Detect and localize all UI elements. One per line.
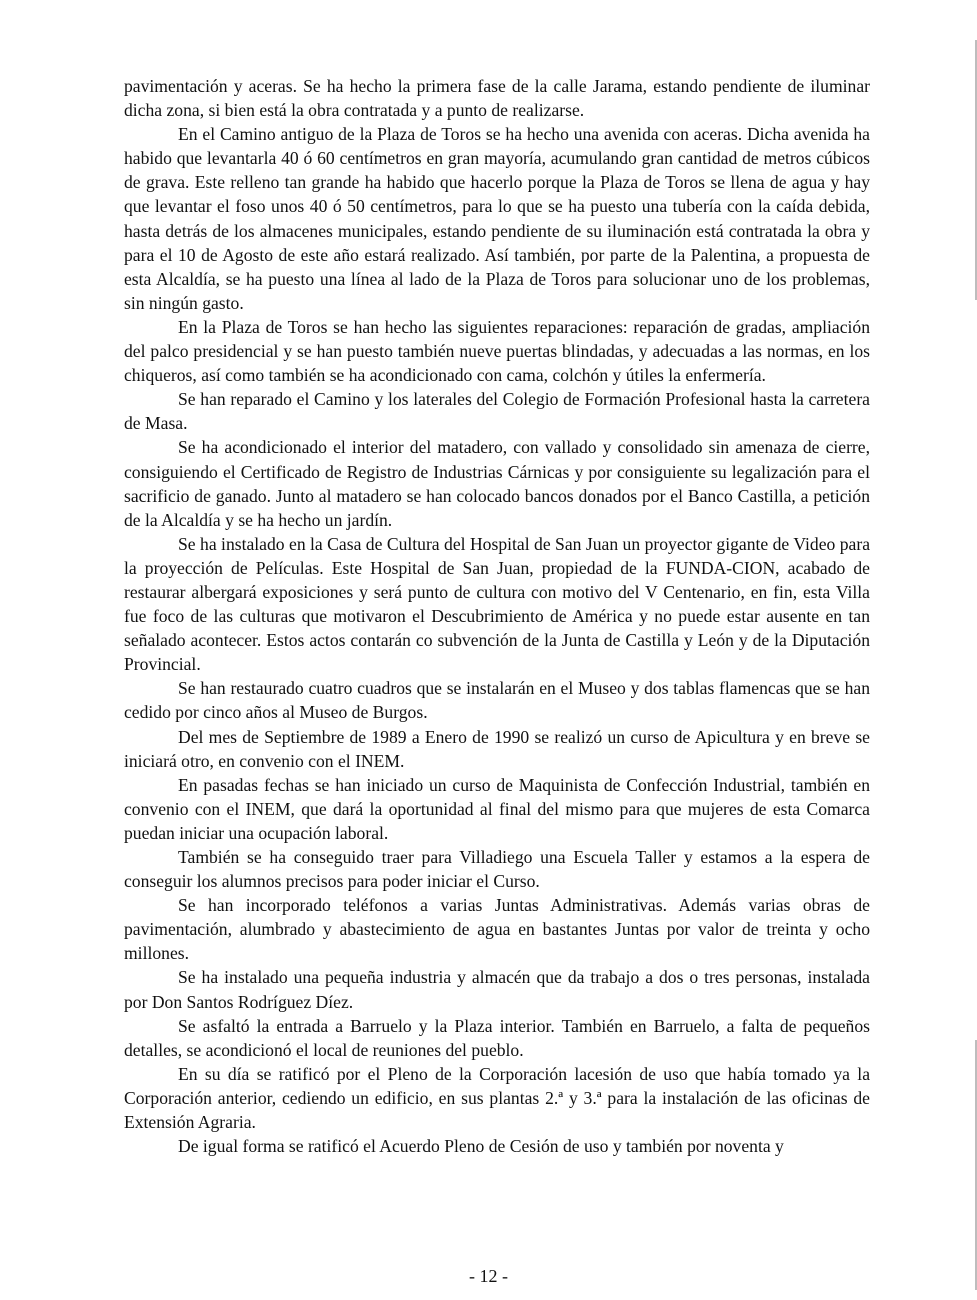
- paragraph-barruelo: Se asfaltó la entrada a Barruelo y la Plaza interior. También en Barruelo, a falta de pequeños detalles, se acondicionó el local de reuniones del pueblo.: [124, 1015, 870, 1060]
- paragraph-matadero: Se ha acondicionado el interior del matadero, con vallado y consolidado sin amenaza de cierre, consiguiendo el Certificado de Registro de Industrias Cárnicas y por consiguiente su legalización para el sacrificio de ganado. Junto al matadero se han colocado bancos donados por el Banco Castilla, a petición de la Alcaldía y se ha hecho un jardín.: [124, 437, 870, 530]
- paragraph-maquinista: En pasadas fechas se han iniciado un curso de Maquinista de Confección Industrial, también en convenio con el INEM, que dará la oportunidad al final del mismo para que mujeres de esta Comarca puedan iniciar una ocupación laboral.: [124, 774, 870, 843]
- paragraph-plaza-reparaciones: En la Plaza de Toros se han hecho las siguientes reparaciones: reparación de gradas, ampliación del palco presidencial y se han puesto también nueve puertas blindadas, y adecuadas a las normas, en los chiqueros, así como también se ha acondicionado con cama, colchón y útiles la enfermería.: [124, 316, 870, 386]
- page-number: - 12 -: [469, 1266, 508, 1286]
- paragraph-casa-cultura: Se ha instalado en la Casa de Cultura del Hospital de San Juan un proyector gigante de Video para la proyección de Películas. Este Hospital de San Juan, propiedad de la FUNDA-CION, acabado de restaurar albergará exposiciones y será punto de cultura con motivo del V Centenario, en fin, esta Villa fue foco de las culturas que motivaron el Descubrimiento de América y no puede estar ausente en tan señalado acontecer. Estos actos contarán co subvención de la Junta de Castilla y León y de la Diputación Provincial.: [124, 533, 870, 675]
- paragraph-plaza-camino: En el Camino antiguo de la Plaza de Toros se ha hecho una avenida con aceras. Dicha avenida ha habido que levantarla 40 ó 60 centímetros en gran mayoría, acumulando gran cantidad de metros cúbicos de grava. Este relleno tan grande ha habido que hacerlo porque la Plaza de Toros se llena de agua y hay que levantar el foso unos 40 ó 50 centímetros, para lo que se ha puesto una tubería con la caída debida, hasta detrás de los almacenes municipales, estando pendiente de su iluminación está contratada la obra y para el 10 de Agosto de este año estará realizado. Así también, por parte de la Palentina, a propuesta de esta Alcaldía, se ha puesto una línea al lado de la Plaza de Toros para solucionar uno de los problemas, sin ningún gasto.: [124, 124, 870, 313]
- paragraph-cesion-uso: De igual forma se ratificó el Acuerdo Pleno de Cesión de uso y también por noventa y: [178, 1136, 784, 1157]
- paragraph-telefonos: Se han incorporado teléfonos a varias Juntas Administrativas. Además varias obras de pavimentación, alumbrado y abastecimiento de agua en bastantes Juntas por valor de treinta y ocho millones.: [124, 895, 870, 964]
- paragraph-camino-colegio: Se han reparado el Camino y los laterales del Colegio de Formación Profesional hasta la carretera de Masa.: [124, 389, 870, 434]
- document-body: [124, 74, 870, 1158]
- paragraph-extension-agraria: En su día se ratificó por el Pleno de la Corporación lacesión de uso que había tomado ya la Corporación anterior, cediendo un edificio, en sus plantas 2.ª y 3.ª para la instalación de las oficinas de Extensión Agraria.: [124, 1063, 870, 1133]
- paragraph-continuation: pavimentación y aceras. Se ha hecho la primera fase de la calle Jarama, estando pendiente de iluminar dicha zona, si bien está la obra contratada y a punto de realizarse.: [124, 76, 870, 121]
- paragraph-industria: Se ha instalado una pequeña industria y almacén que da trabajo a dos o tres personas, instalada por Don Santos Rodríguez Díez.: [124, 967, 870, 1012]
- paragraph-escuela-taller: También se ha conseguido traer para Villadiego una Escuela Taller y estamos a la espera de conseguir los alumnos precisos para poder iniciar el Curso.: [124, 847, 870, 892]
- paragraph-apicultura: Del mes de Septiembre de 1989 a Enero de 1990 se realizó un curso de Apicultura y en breve se iniciará otro, en convenio con el INEM.: [124, 726, 870, 771]
- paragraph-cuadros: Se han restaurado cuatro cuadros que se instalarán en el Museo y dos tablas flamencas que se han cedido por cinco años al Museo de Burgos.: [124, 678, 870, 723]
